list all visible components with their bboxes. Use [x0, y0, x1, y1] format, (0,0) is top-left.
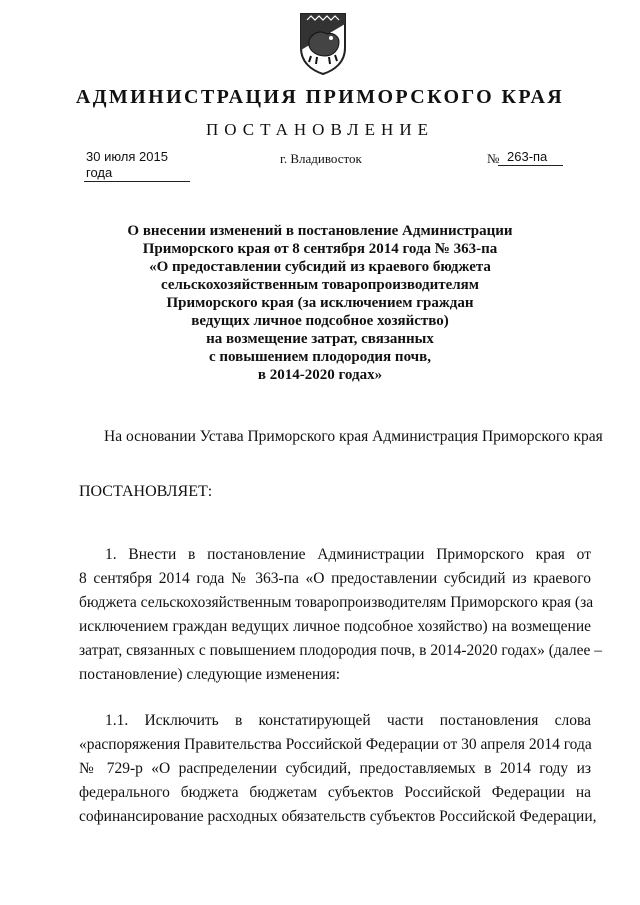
document-subject — [110, 222, 530, 384]
coat-of-arms-icon — [297, 10, 349, 76]
paragraph-line: 1.1. Исключить в констатирующей части постановления слова — [105, 712, 591, 729]
subject-line: «О предоставлении субсидий из краевого бюджета — [149, 259, 491, 275]
subject-line: О внесении изменений в постановление Администрации — [127, 223, 513, 239]
subject-line: сельскохозяйственным товаропроизводителям — [160, 277, 479, 293]
paragraph-line: 8 сентября 2014 года № 363-па «О предоставлении субсидий из краевого — [79, 570, 591, 587]
document-number-label: № — [487, 151, 500, 166]
paragraph-line: софинансирование расходных обязательств субъектов Российской Федерации, — [79, 808, 597, 825]
paragraph-line: № 729-р «О распределении субсидий, предоставляемых в 2014 году из — [79, 760, 591, 777]
legal-basis: На основании Устава Приморского края Администрация Приморского края — [104, 428, 603, 445]
document-number: 263-па — [498, 149, 563, 166]
subject-line: Приморского края от 8 сентября 2014 года № 363-па — [142, 241, 498, 257]
paragraph-line: федерального бюджета бюджетам субъектов Российской Федерации на — [79, 784, 591, 801]
paragraph-1 — [79, 543, 602, 687]
paragraph-line: постановление) следующие изменения: — [79, 666, 341, 683]
document-city: г. Владивосток — [280, 151, 362, 166]
subject-line: на возмещение затрат, связанных — [206, 331, 434, 347]
paragraph-line: бюджета сельскохозяйственным товаропроизводителям Приморского края (за — [79, 594, 594, 611]
decree-heading: ПОСТАНОВЛЯЕТ: — [79, 483, 213, 500]
document-type: ПОСТАНОВЛЕНИЕ — [205, 120, 434, 139]
paragraph-line: «распоряжения Правительства Российской Федерации от 30 апреля 2014 года — [79, 736, 592, 753]
organization-title: АДМИНИСТРАЦИЯ ПРИМОРСКОГО КРАЯ — [75, 86, 565, 108]
document-date: 30 июля 2015 года — [84, 149, 190, 182]
paragraph-line: затрат, связанных с повышением плодородия почв, в 2014-2020 годах» (далее – — [79, 642, 602, 659]
subject-line: ведущих личное подсобное хозяйство) — [191, 313, 449, 329]
paragraph-1-1 — [79, 709, 597, 829]
subject-line: в 2014-2020 годах» — [257, 367, 383, 383]
subject-line: с повышением плодородия почв, — [208, 349, 431, 365]
paragraph-line: исключением граждан ведущих личное подсобное хозяйство) на возмещение — [79, 618, 591, 635]
subject-line: Приморского края (за исключением граждан — [166, 295, 474, 311]
paragraph-line: 1. Внести в постановление Администрации Приморского края от — [105, 546, 591, 563]
